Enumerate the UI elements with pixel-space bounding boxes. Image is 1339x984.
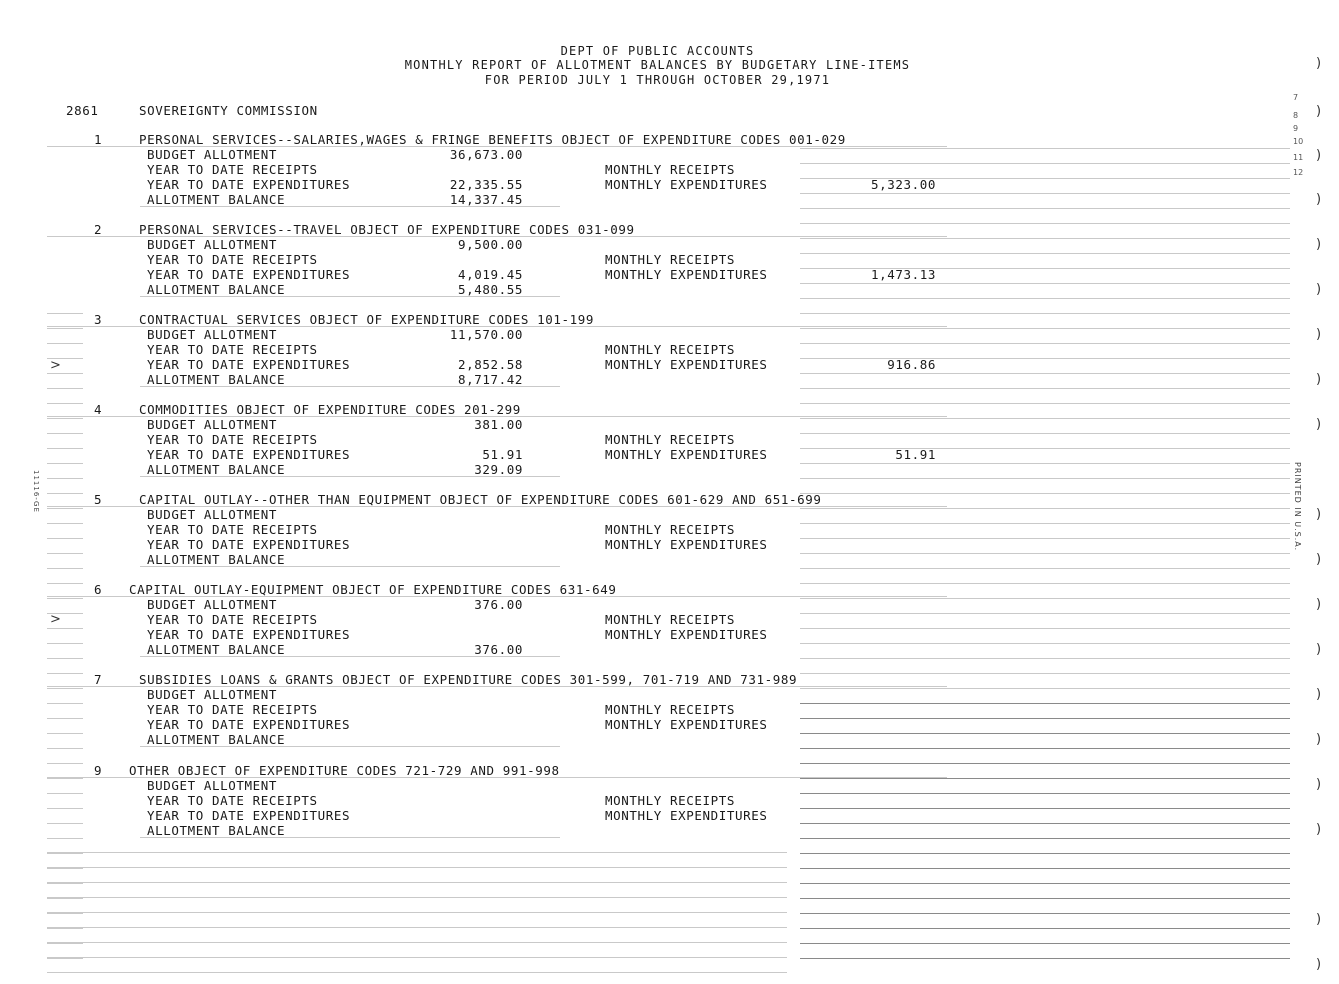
report-department: DEPT OF PUBLIC ACCOUNTS: [560, 44, 755, 58]
ruling-line: [800, 688, 1290, 689]
ruling-line: [800, 913, 1290, 914]
monthly-expenditures-label: MONTHLY EXPENDITURES: [605, 717, 768, 732]
ruling-line: [800, 523, 1290, 524]
monthly-expenditures-label: MONTHLY EXPENDITURES: [605, 357, 768, 372]
monthly-receipts-label: MONTHLY RECEIPTS: [605, 702, 736, 717]
ruling-line: [800, 823, 1290, 824]
margin-number: 12: [1293, 168, 1304, 177]
monthly-expenditures-label: MONTHLY EXPENDITURES: [605, 808, 768, 823]
ruling-line: [800, 253, 1290, 254]
ruling-line: [47, 718, 83, 719]
ytd-receipts-label: YEAR TO DATE RECEIPTS: [147, 702, 318, 717]
ytd-receipts-label: YEAR TO DATE RECEIPTS: [147, 612, 318, 627]
ruling-line: [800, 778, 1290, 779]
ytd-expenditures-amount: 4,019.45: [457, 267, 523, 282]
ruling-line: [47, 598, 83, 599]
ruling-line: [47, 868, 83, 869]
ruling-line: [47, 388, 83, 389]
ruling-line: [800, 568, 1290, 569]
section-number: 4: [94, 402, 103, 417]
ytd-receipts-label: YEAR TO DATE RECEIPTS: [147, 793, 318, 808]
allotment-balance-label: ALLOTMENT BALANCE: [147, 462, 286, 477]
allotment-balance-label: ALLOTMENT BALANCE: [147, 552, 286, 567]
ytd-receipts-label: YEAR TO DATE RECEIPTS: [147, 522, 318, 537]
ruling-line: [47, 928, 83, 929]
margin-number: 9: [1293, 124, 1299, 133]
section-number: 3: [94, 312, 103, 327]
monthly-receipts-label: MONTHLY RECEIPTS: [605, 432, 736, 447]
ruling-line: [800, 478, 1290, 479]
form-number-imprint: 11116-GE: [32, 470, 40, 513]
feed-hole-mark: ): [1316, 642, 1322, 657]
ruling-line: [47, 823, 83, 824]
ruling-line: [47, 673, 83, 674]
section-title: PERSONAL SERVICES--SALARIES,WAGES & FRINGE BENEFITS OBJECT OF EXPENDITURE CODES 001-029: [139, 132, 846, 147]
monthly-receipts-label: MONTHLY RECEIPTS: [605, 612, 736, 627]
feed-hole-mark: ): [1316, 148, 1322, 163]
feed-hole-mark: ): [1316, 597, 1322, 612]
feed-hole-mark: ): [1316, 372, 1322, 387]
ruling-line: [800, 598, 1290, 599]
ruling-line: [800, 718, 1290, 719]
feed-hole-mark: >: [50, 358, 62, 373]
ruling-line: [800, 508, 1290, 509]
monthly-expenditures-label: MONTHLY EXPENDITURES: [605, 627, 768, 642]
margin-number: 10: [1293, 137, 1304, 146]
ruling-line: [47, 313, 83, 314]
allotment-balance-amount: 329.09: [474, 462, 523, 477]
ruling-line: [800, 868, 1290, 869]
ruling-line: [800, 613, 1290, 614]
feed-hole-mark: ): [1316, 282, 1322, 297]
allotment-balance-label: ALLOTMENT BALANCE: [147, 282, 286, 297]
ruling-line: [800, 148, 1290, 149]
ruling-line: [47, 882, 787, 883]
allotment-balance-amount: 376.00: [474, 642, 523, 657]
feed-hole-mark: ): [1316, 732, 1322, 747]
section-title: CONTRACTUAL SERVICES OBJECT OF EXPENDITURE CODES 101-199: [139, 312, 595, 327]
monthly-expenditures-amount: 51.91: [895, 447, 936, 462]
ytd-expenditures-label: YEAR TO DATE EXPENDITURES: [147, 177, 351, 192]
section-number: 7: [94, 672, 103, 687]
printed-in-usa-imprint: PRINTED IN U.S.A.: [1293, 462, 1302, 552]
feed-hole-mark: ): [1316, 777, 1322, 792]
budget-allotment-label: BUDGET ALLOTMENT: [147, 237, 278, 252]
ytd-expenditures-label: YEAR TO DATE EXPENDITURES: [147, 267, 351, 282]
ruling-line: [800, 763, 1290, 764]
margin-number: 7: [1293, 93, 1299, 102]
monthly-receipts-label: MONTHLY RECEIPTS: [605, 252, 736, 267]
ruling-line: [47, 688, 83, 689]
feed-hole-mark: ): [1316, 417, 1322, 432]
feed-hole-mark: ): [1316, 957, 1322, 972]
feed-hole-mark: ): [1316, 912, 1322, 927]
ruling-line: [47, 418, 83, 419]
monthly-receipts-label: MONTHLY RECEIPTS: [605, 522, 736, 537]
ruling-line: [47, 748, 83, 749]
feed-hole-mark: ): [1316, 56, 1322, 71]
ytd-expenditures-label: YEAR TO DATE EXPENDITURES: [147, 357, 351, 372]
allotment-balance-label: ALLOTMENT BALANCE: [147, 732, 286, 747]
monthly-receipts-label: MONTHLY RECEIPTS: [605, 342, 736, 357]
allotment-balance-label: ALLOTMENT BALANCE: [147, 642, 286, 657]
ruling-line: [47, 583, 83, 584]
ruling-line: [800, 628, 1290, 629]
ruling-line: [47, 463, 83, 464]
section-title: COMMODITIES OBJECT OF EXPENDITURE CODES 201-299: [139, 402, 521, 417]
budget-allotment-label: BUDGET ALLOTMENT: [147, 327, 278, 342]
section-number: 9: [94, 763, 103, 778]
allotment-balance-amount: 5,480.55: [457, 282, 523, 297]
ruling-line: [47, 957, 787, 958]
ytd-expenditures-label: YEAR TO DATE EXPENDITURES: [147, 627, 351, 642]
margin-number: 8: [1293, 111, 1299, 120]
ytd-receipts-label: YEAR TO DATE RECEIPTS: [147, 162, 318, 177]
ruling-line: [800, 883, 1290, 884]
ytd-expenditures-label: YEAR TO DATE EXPENDITURES: [147, 537, 351, 552]
ruling-line: [800, 583, 1290, 584]
ruling-line: [800, 403, 1290, 404]
ruling-line: [800, 958, 1290, 959]
section-number: 1: [94, 132, 103, 147]
feed-hole-mark: ): [1316, 237, 1322, 252]
ruling-line: [47, 897, 787, 898]
ytd-receipts-label: YEAR TO DATE RECEIPTS: [147, 252, 318, 267]
monthly-expenditures-amount: 916.86: [887, 357, 936, 372]
ruling-line: [47, 343, 83, 344]
allotment-balance-label: ALLOTMENT BALANCE: [147, 823, 286, 838]
allotment-balance-amount: 8,717.42: [457, 372, 523, 387]
section-title: PERSONAL SERVICES--TRAVEL OBJECT OF EXPENDITURE CODES 031-099: [139, 222, 635, 237]
section-title: CAPITAL OUTLAY-EQUIPMENT OBJECT OF EXPENDITURE CODES 631-649: [129, 582, 617, 597]
monthly-expenditures-label: MONTHLY EXPENDITURES: [605, 267, 768, 282]
feed-hole-mark: ): [1316, 104, 1322, 119]
ytd-expenditures-label: YEAR TO DATE EXPENDITURES: [147, 808, 351, 823]
ytd-expenditures-amount: 51.91: [482, 447, 523, 462]
agency-name: SOVEREIGNTY COMMISSION: [139, 103, 318, 118]
ruling-line: [800, 898, 1290, 899]
budget-allotment-label: BUDGET ALLOTMENT: [147, 417, 278, 432]
ruling-line: [800, 238, 1290, 239]
budget-allotment-label: BUDGET ALLOTMENT: [147, 147, 278, 162]
margin-number: 11: [1293, 153, 1304, 162]
ruling-line: [47, 852, 787, 853]
budget-allotment-label: BUDGET ALLOTMENT: [147, 507, 278, 522]
budget-allotment-amount: 381.00: [474, 417, 523, 432]
allotment-balance-amount: 14,337.45: [449, 192, 523, 207]
ruling-line: [800, 808, 1290, 809]
allotment-balance-label: ALLOTMENT BALANCE: [147, 192, 286, 207]
monthly-expenditures-amount: 1,473.13: [870, 267, 936, 282]
ruling-line: [47, 433, 83, 434]
feed-hole-mark: ): [1316, 552, 1322, 567]
ruling-line: [47, 972, 787, 973]
budget-allotment-amount: 36,673.00: [449, 147, 523, 162]
ruling-line: [800, 838, 1290, 839]
ruling-line: [47, 958, 83, 959]
allotment-balance-label: ALLOTMENT BALANCE: [147, 372, 286, 387]
ruling-line: [47, 883, 83, 884]
ruling-line: [800, 928, 1290, 929]
ruling-line: [47, 733, 83, 734]
feed-hole-mark: ): [1316, 507, 1322, 522]
ruling-line: [47, 328, 83, 329]
ruling-line: [47, 763, 83, 764]
ruling-line: [800, 418, 1290, 419]
ruling-line: [800, 208, 1290, 209]
budget-allotment-amount: 376.00: [474, 597, 523, 612]
section-number: 2: [94, 222, 103, 237]
ruling-line: [800, 313, 1290, 314]
ruling-line: [47, 568, 83, 569]
ruling-line: [47, 628, 83, 629]
ruling-line: [800, 793, 1290, 794]
monthly-expenditures-label: MONTHLY EXPENDITURES: [605, 177, 768, 192]
budget-allotment-label: BUDGET ALLOTMENT: [147, 597, 278, 612]
ruling-line: [800, 553, 1290, 554]
ruling-line: [800, 853, 1290, 854]
ruling-line: [800, 703, 1290, 704]
ruling-line: [47, 403, 83, 404]
ruling-line: [47, 943, 83, 944]
ruling-line: [47, 793, 83, 794]
ruling-line: [47, 927, 787, 928]
ruling-line: [800, 373, 1290, 374]
ytd-expenditures-label: YEAR TO DATE EXPENDITURES: [147, 717, 351, 732]
monthly-receipts-label: MONTHLY RECEIPTS: [605, 793, 736, 808]
ruling-line: [47, 358, 83, 359]
ruling-line: [800, 643, 1290, 644]
ruling-line: [47, 478, 83, 479]
ruling-line: [800, 493, 1290, 494]
ruling-line: [800, 298, 1290, 299]
ruling-line: [47, 703, 83, 704]
ruling-line: [47, 538, 83, 539]
ruling-line: [800, 463, 1290, 464]
report-title: MONTHLY REPORT OF ALLOTMENT BALANCES BY BUDGETARY LINE-ITEMS: [404, 58, 911, 72]
ruling-line: [800, 943, 1290, 944]
monthly-receipts-label: MONTHLY RECEIPTS: [605, 162, 736, 177]
ruling-line: [800, 733, 1290, 734]
section-number: 6: [94, 582, 103, 597]
ruling-line: [47, 867, 787, 868]
ytd-receipts-label: YEAR TO DATE RECEIPTS: [147, 342, 318, 357]
agency-code: 2861: [66, 103, 99, 118]
budget-allotment-label: BUDGET ALLOTMENT: [147, 778, 278, 793]
ruling-line: [47, 448, 83, 449]
ruling-line: [47, 553, 83, 554]
ruling-line: [47, 493, 83, 494]
ruling-line: [47, 373, 83, 374]
ruling-line: [800, 748, 1290, 749]
ruling-line: [800, 673, 1290, 674]
monthly-expenditures-label: MONTHLY EXPENDITURES: [605, 447, 768, 462]
ytd-receipts-label: YEAR TO DATE RECEIPTS: [147, 432, 318, 447]
ytd-expenditures-label: YEAR TO DATE EXPENDITURES: [147, 447, 351, 462]
ruling-line: [47, 898, 83, 899]
section-title: SUBSIDIES LOANS & GRANTS OBJECT OF EXPENDITURE CODES 301-599, 701-719 AND 731-989: [139, 672, 798, 687]
ruling-line: [47, 913, 83, 914]
ruling-line: [47, 643, 83, 644]
section-title: CAPITAL OUTLAY--OTHER THAN EQUIPMENT OBJECT OF EXPENDITURE CODES 601-629 AND 651-699: [139, 492, 822, 507]
ruling-line: [800, 658, 1290, 659]
ruling-line: [800, 193, 1290, 194]
ytd-expenditures-amount: 2,852.58: [457, 357, 523, 372]
budget-allotment-amount: 9,500.00: [457, 237, 523, 252]
feed-hole-mark: ): [1316, 327, 1322, 342]
section-number: 5: [94, 492, 103, 507]
feed-hole-mark: ): [1316, 822, 1322, 837]
section-title: OTHER OBJECT OF EXPENDITURE CODES 721-729 AND 991-998: [129, 763, 560, 778]
ruling-line: [800, 343, 1290, 344]
ruling-line: [47, 912, 787, 913]
ruling-line: [800, 283, 1290, 284]
ruling-line: [47, 778, 83, 779]
budget-allotment-label: BUDGET ALLOTMENT: [147, 687, 278, 702]
feed-hole-mark: ): [1316, 192, 1322, 207]
ruling-line: [47, 853, 83, 854]
monthly-expenditures-label: MONTHLY EXPENDITURES: [605, 537, 768, 552]
feed-hole-mark: >: [50, 612, 62, 627]
report-period: FOR PERIOD JULY 1 THROUGH OCTOBER 29,1971: [484, 73, 831, 87]
ruling-line: [47, 808, 83, 809]
ruling-line: [47, 508, 83, 509]
ruling-line: [47, 658, 83, 659]
ruling-line: [800, 328, 1290, 329]
monthly-expenditures-amount: 5,323.00: [870, 177, 936, 192]
ruling-line: [800, 163, 1290, 164]
ruling-line: [47, 838, 83, 839]
ruling-line: [800, 388, 1290, 389]
ruling-line: [47, 942, 787, 943]
budget-allotment-amount: 11,570.00: [449, 327, 523, 342]
ruling-line: [800, 538, 1290, 539]
ytd-expenditures-amount: 22,335.55: [449, 177, 523, 192]
ruling-line: [800, 433, 1290, 434]
feed-hole-mark: ): [1316, 687, 1322, 702]
ruling-line: [47, 613, 83, 614]
ruling-line: [47, 523, 83, 524]
ruling-line: [800, 223, 1290, 224]
